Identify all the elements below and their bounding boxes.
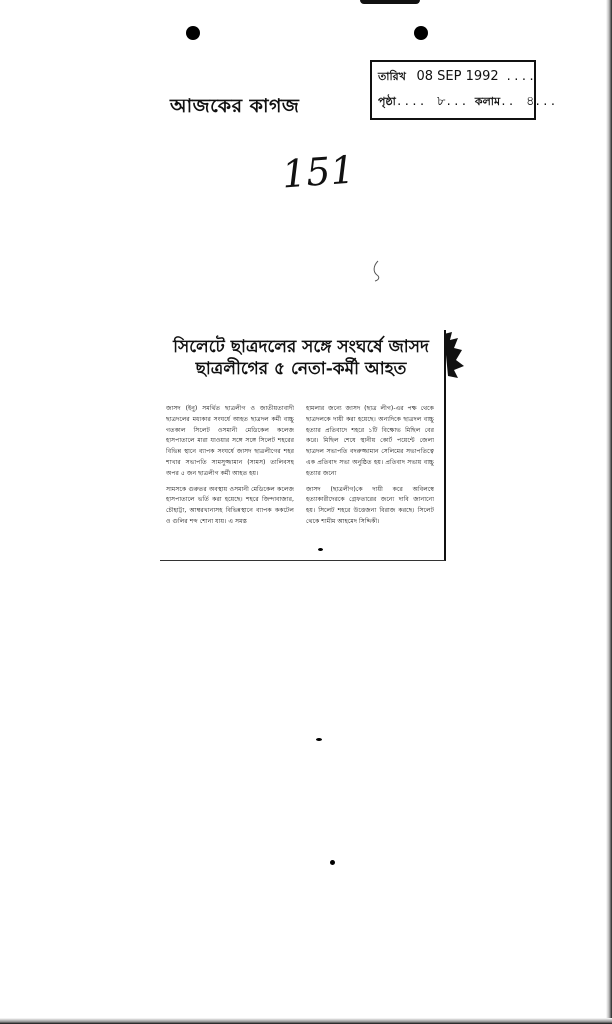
newspaper-clipping: [160, 330, 446, 561]
article-body: [166, 404, 438, 554]
article-column-1: [166, 404, 294, 554]
stamp-page-row: পৃষ্ঠা.... ৮... কলাম.. ৪...: [378, 94, 558, 109]
scan-edge-top: [360, 0, 420, 4]
handwritten-number: 151: [280, 147, 356, 197]
punch-hole-right: [414, 26, 428, 40]
scan-speck: [318, 548, 323, 551]
article-headline: [166, 336, 436, 380]
stamp-page-value: ৮: [436, 94, 446, 109]
column-2-paragraph-2: জাসদ (ছাত্রলীগ)কে দায়ী করে অবিলম্বে হত্যাকারীদেরকে গ্রেফতারের জন্যে দাবি জানানো হয়। সিলেট শহরে উত্তেজনা বিরাজ করছে। সিলেট থেকে শামীম আহমেদ সিদ্দিকী।: [306, 485, 434, 525]
stamp-dots: ....: [505, 70, 536, 83]
scan-edge-bottom: [0, 1018, 612, 1024]
punch-hole-left: [186, 26, 200, 40]
stamp-column-value: ৪: [525, 94, 535, 109]
stamp-date-value: 08 SEP 1992: [416, 69, 499, 84]
newspaper-name: আজকের কাগজ: [170, 95, 300, 117]
column-1-paragraph-2: সামসকে গুরুতর অবস্থায় ওসমানী মেডিকেল কলেজ হাসপাতালে ভর্তি করা হয়েছে। শহরে জিন্দাবাজার, চৌহাট্টা, আম্বরখানাসহ বিভিন্নস্থানে ব্যাপক ককটেল ও গুলির শব্দ শোনা যায়। এ সমস্ত: [166, 485, 294, 525]
scan-speck: [316, 738, 322, 741]
article-column-2: [306, 404, 434, 554]
column-1-paragraph-1: জাসদ (ইনু) সমর্থিত ছাত্রলীগ ও জাতীয়তাবাদী ছাত্রদলের মধ্যকার সংঘর্ষে আহত ছাত্রদল কর্মী বাচ্চু গতকাল সিলেট ওসমানী মেডিকেল কলেজ হাসপাতালে মারা যাওয়ার সঙ্গে সঙ্গে সিলেট শহরের বিভিন্ন স্থানে ব্যাপক সংঘর্ষে জাসদ ছাত্রলীগের শহর শাখার সভাপতি সামসুজ্জামান (সামস) তালিবসহ অপর ৫ জন ছাত্রলীগ কর্মী আহত হয়।: [166, 405, 294, 477]
stamp-page-label: পৃষ্ঠা: [378, 95, 396, 108]
stamp-date-row: [378, 68, 536, 87]
stamp-column-label: কলাম: [474, 95, 501, 108]
pencil-mark: [370, 260, 384, 282]
stamp-date-label: তারিখ: [378, 70, 406, 83]
archive-date-stamp: [370, 60, 558, 120]
scan-edge-right: [606, 0, 612, 1024]
headline-line-2: ছাত্রলীগের ৫ নেতা-কর্মী আহত: [195, 359, 407, 379]
headline-line-1: সিলেটে ছাত্রদলের সঙ্গে সংঘর্ষে জাসদ: [173, 337, 429, 357]
column-2-paragraph-1: হামলার জন্যে জাসদ (ছাত্র লীগ)-এর পক্ষ থেকে ছাত্রদলকে দায়ী করা হয়েছে। অন্যদিকে ছাত্রদল বাচ্চু হত্যার প্রতিবাদে শহরে ১টি বিক্ষোভ মিছিল বের করে। মিছিল শেষে স্থানীয় কোর্ট পয়েন্টে জেলা ছাত্রদল সভাপতি বদরুজ্জামান সেলিমের সভাপতিত্বে এক প্রতিবাদ সভা অনুষ্ঠিত হয়। প্রতিবাদ সভায় বাচ্চু হত্যার জন্যে: [306, 405, 434, 477]
scan-speck: [330, 860, 335, 865]
torn-clipping-edge: [440, 330, 468, 382]
